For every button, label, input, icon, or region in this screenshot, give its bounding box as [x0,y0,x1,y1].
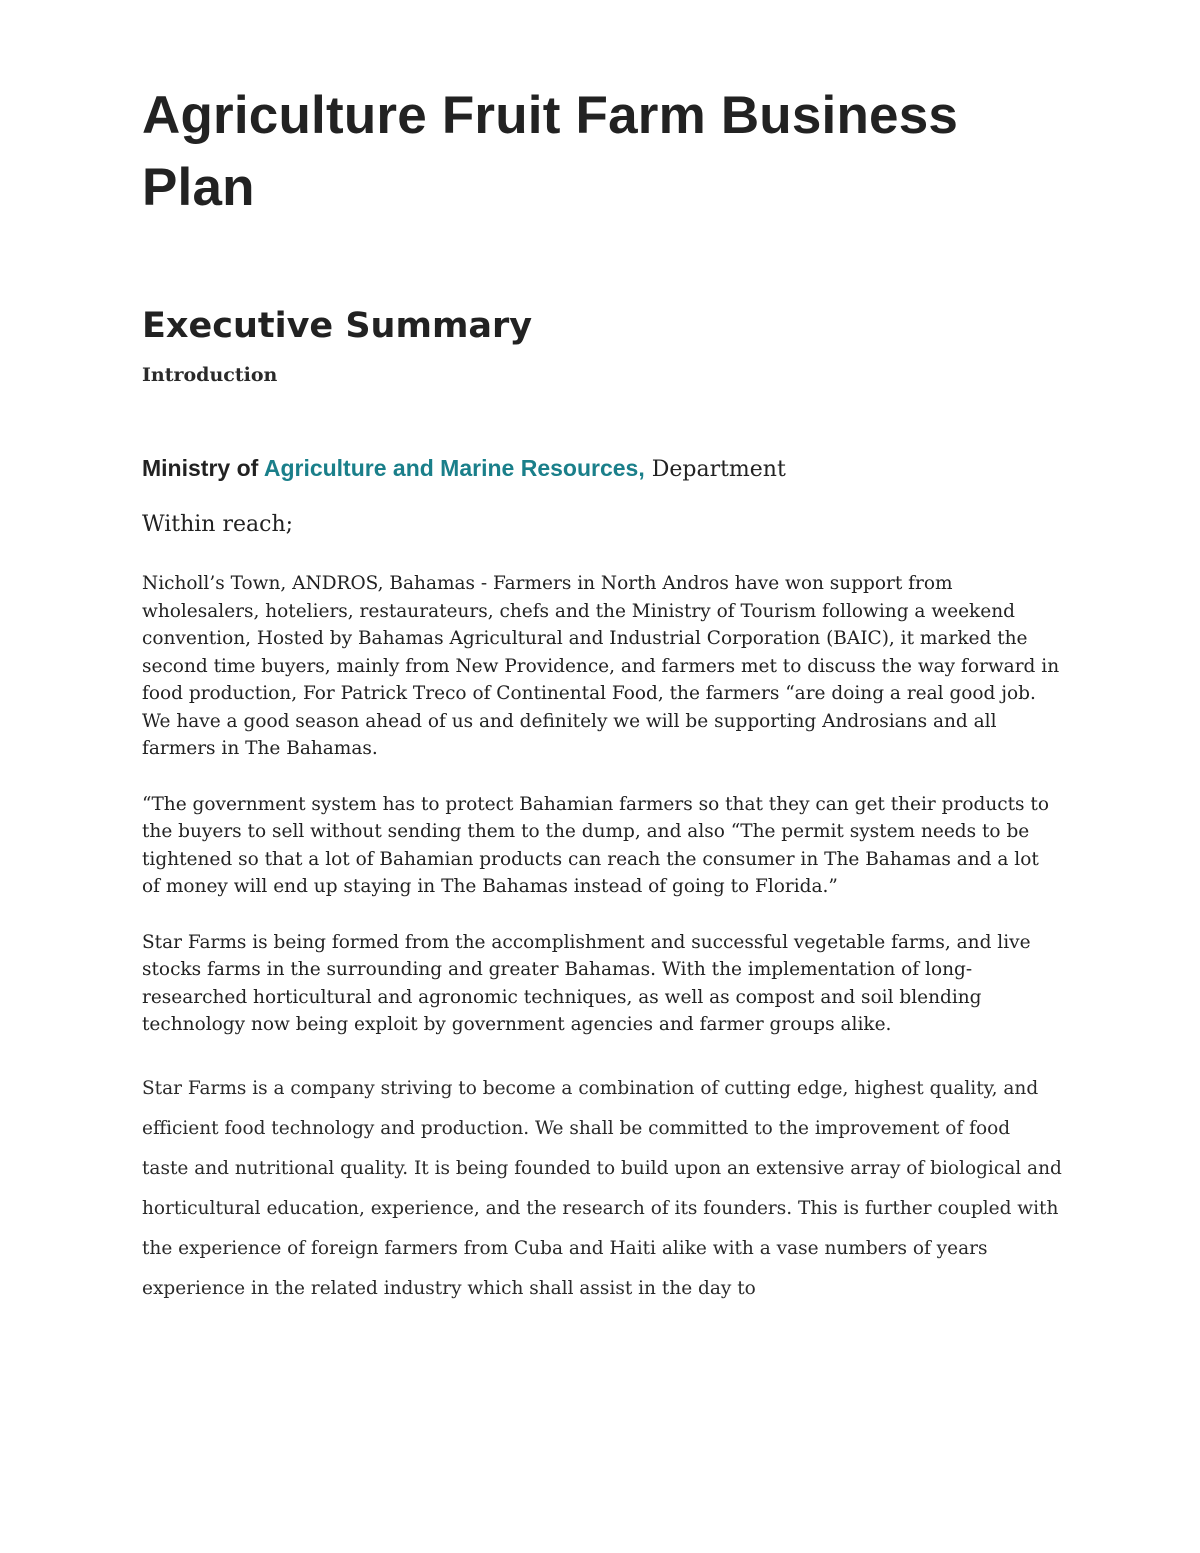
body-paragraph-government-system: “The government system has to protect Bahamian farmers so that they can get their products to the buyers to sell without sending them to the dump, and also “The permit system needs to be tightened so that a lot of Bahamian products can reach the consumer in The Bahamas and a lot of money will end up staying in The Bahamas instead of going to Florida.” [142,793,1049,897]
ministry-link[interactable]: Agriculture and Marine Resources, [263,455,645,481]
section-heading-executive-summary: Executive Summary [142,306,533,346]
ministry-line [142,452,1062,486]
body-paragraph-nicholls-town: Nicholl’s Town, ANDROS, Bahamas - Farmers in North Andros have won support from wholesalers, hoteliers, restaurateurs, chefs and the Ministry of Tourism following a weekend convention, Hosted by Bahamas Agricultural and Industrial Corporation (BAIC), it marked the second time buyers, mainly from New Providence, and farmers met to discuss the way forward in food production, For Patrick Treco of Continental Food, the farmers “are doing a real good job. We have a good season ahead of us and definitely we will be supporting Androsians and all farmers in The Bahamas. [142,573,1060,759]
body-paragraph-star-farms-company: Star Farms is a company striving to become a combination of cutting edge, highest quality, and efficient food technology and production. We shall be committed to the improvement of food taste and nutritional quality. It is being founded to build upon an extensive array of biological and horticultural education, experience, and the research of its founders. This is further coupled with the experience of foreign farmers from Cuba and Haiti alike with a vase numbers of years experience in the related industry which shall assist in the day to [142,1077,1062,1299]
ministry-prefix: Ministry of [142,455,264,481]
ministry-suffix: Department [644,457,786,482]
subsection-heading-introduction: Introduction [142,364,278,386]
document-content [142,80,1062,1309]
lead-line: Within reach; [142,512,294,537]
document-title: Agriculture Fruit Farm Business Plan [142,86,959,217]
body-paragraph-star-farms-formation: Star Farms is being formed from the accomplishment and successful vegetable farms, and live stocks farms in the surrounding and greater Bahamas. With the implementation of long-researched horticultural and agronomic techniques, as well as compost and soil blending technology now being exploit by government agencies and farmer groups alike. [142,931,1031,1035]
